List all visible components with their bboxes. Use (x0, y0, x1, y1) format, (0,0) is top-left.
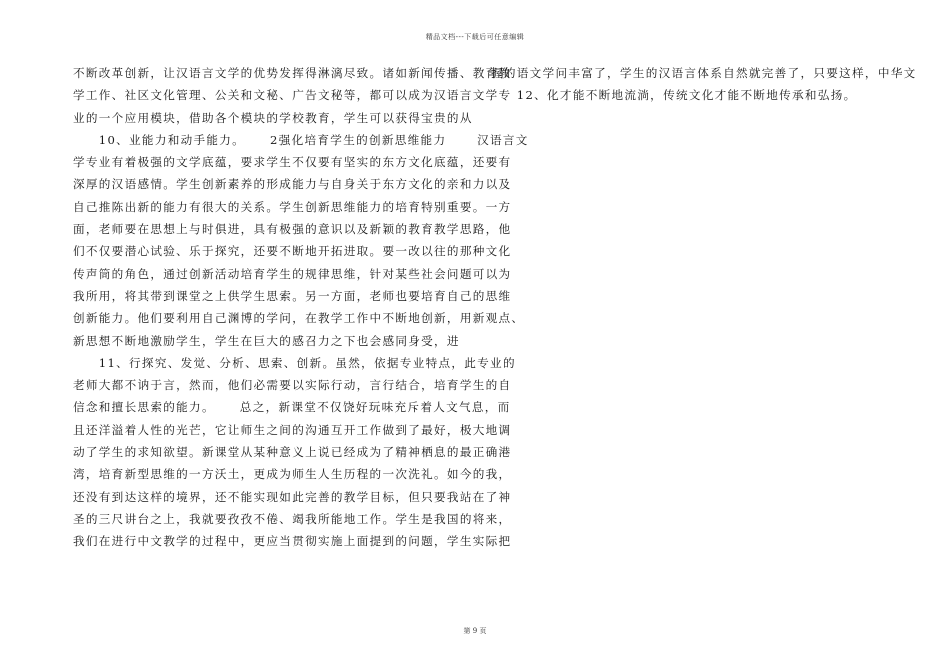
text-line: 面，老师要在思想上与时俱进，具有极强的意识以及新颖的教育教学思路，他 (73, 222, 512, 237)
text-line: 圣的三尺讲台之上，我就要孜孜不倦、竭我所能地工作。学生是我国的将来， (73, 511, 512, 526)
text-line: 创新能力。他们要利用自己渊博的学问，在教学工作中不断地创新，用新观点、 (73, 311, 525, 326)
text-line: 还没有到达这样的境界，还不能实现如此完善的教学目标，但只要我站在了神 (73, 489, 512, 504)
text-line: 12、化才能不断地流淌，传统文化才能不断地传承和弘扬。 (491, 88, 857, 103)
text-line: 我所用，将其带到课堂之上供学生思索。另一方面，老师也要培育自己的思维 (73, 288, 512, 303)
text-line: 动了学生的求知欲望。新课堂从某种意义上说已经成为了精神栖息的最正确港 (73, 445, 512, 460)
right-text-column (491, 62, 917, 107)
text-line: 我们在进行中文教学的过程中，更应当贯彻实施上面提到的问题，学生实际把 (73, 534, 512, 549)
text-line: 且还洋溢着人性的光芒，它让师生之间的沟通互开工作做到了最好，极大地调 (73, 422, 512, 437)
text-line: 11、行探究、发觉、分析、思索、创新。虽然，依据专业特点，此专业的 (73, 355, 516, 370)
text-line: 学专业有着极强的文学底蕴，要求学生不仅要有坚实的东方文化底蕴，还要有 (73, 155, 512, 170)
page-number: 第 9 页 (463, 627, 487, 635)
text-line: 深厚的汉语感情。学生创新素养的形成能力与自身关于东方文化的亲和力以及 (73, 177, 512, 192)
text-line: 老师大都不讷于言，然而，他们必需要以实际行动，言行结合，培育学生的自 (73, 378, 512, 393)
text-line: 业的一个应用模块，借助各个模块的学校教育，学生可以获得宝贵的从 (73, 110, 473, 125)
text-line: 自己推陈出新的能力有很大的关系。学生创新思维能力的培育特别重要。一方 (73, 199, 512, 214)
text-line: 信念和擅长思索的能力。 总之，新课堂不仅饶好玩味充斥着人文气息，而 (73, 400, 511, 415)
text-line: 湾，培育新型思维的一方沃土，更成为师生人生历程的一次洗礼。如今的我， (73, 467, 512, 482)
page-header: 精品文档---下载后可任意编辑 (425, 33, 525, 41)
text-line: 握的语文学问丰富了，学生的汉语言体系自然就完善了，只要这样，中华文 (491, 66, 917, 80)
text-line: 10、业能力和动手能力。 2强化培育学生的创新思维能力 汉语言文 (73, 132, 529, 147)
text-line: 们不仅要潜心试验、乐于探究，还要不断地开拓进取。要一改以往的那种文化 (73, 244, 512, 259)
left-text-column (73, 62, 529, 553)
text-line: 学工作、社区文化管理、公关和文秘、广告文秘等，都可以成为汉语言文学专 (73, 88, 512, 103)
text-line: 传声筒的角色，通过创新活动培育学生的规律思维，针对某些社会问题可以为 (73, 266, 512, 281)
text-line: 不断改革创新，让汉语言文学的优势发挥得淋漓尽致。诸如新闻传播、教育教 (73, 66, 512, 80)
text-line: 新思想不断地激励学生，学生在巨大的感召力之下也会感同身受，进 (73, 333, 460, 348)
